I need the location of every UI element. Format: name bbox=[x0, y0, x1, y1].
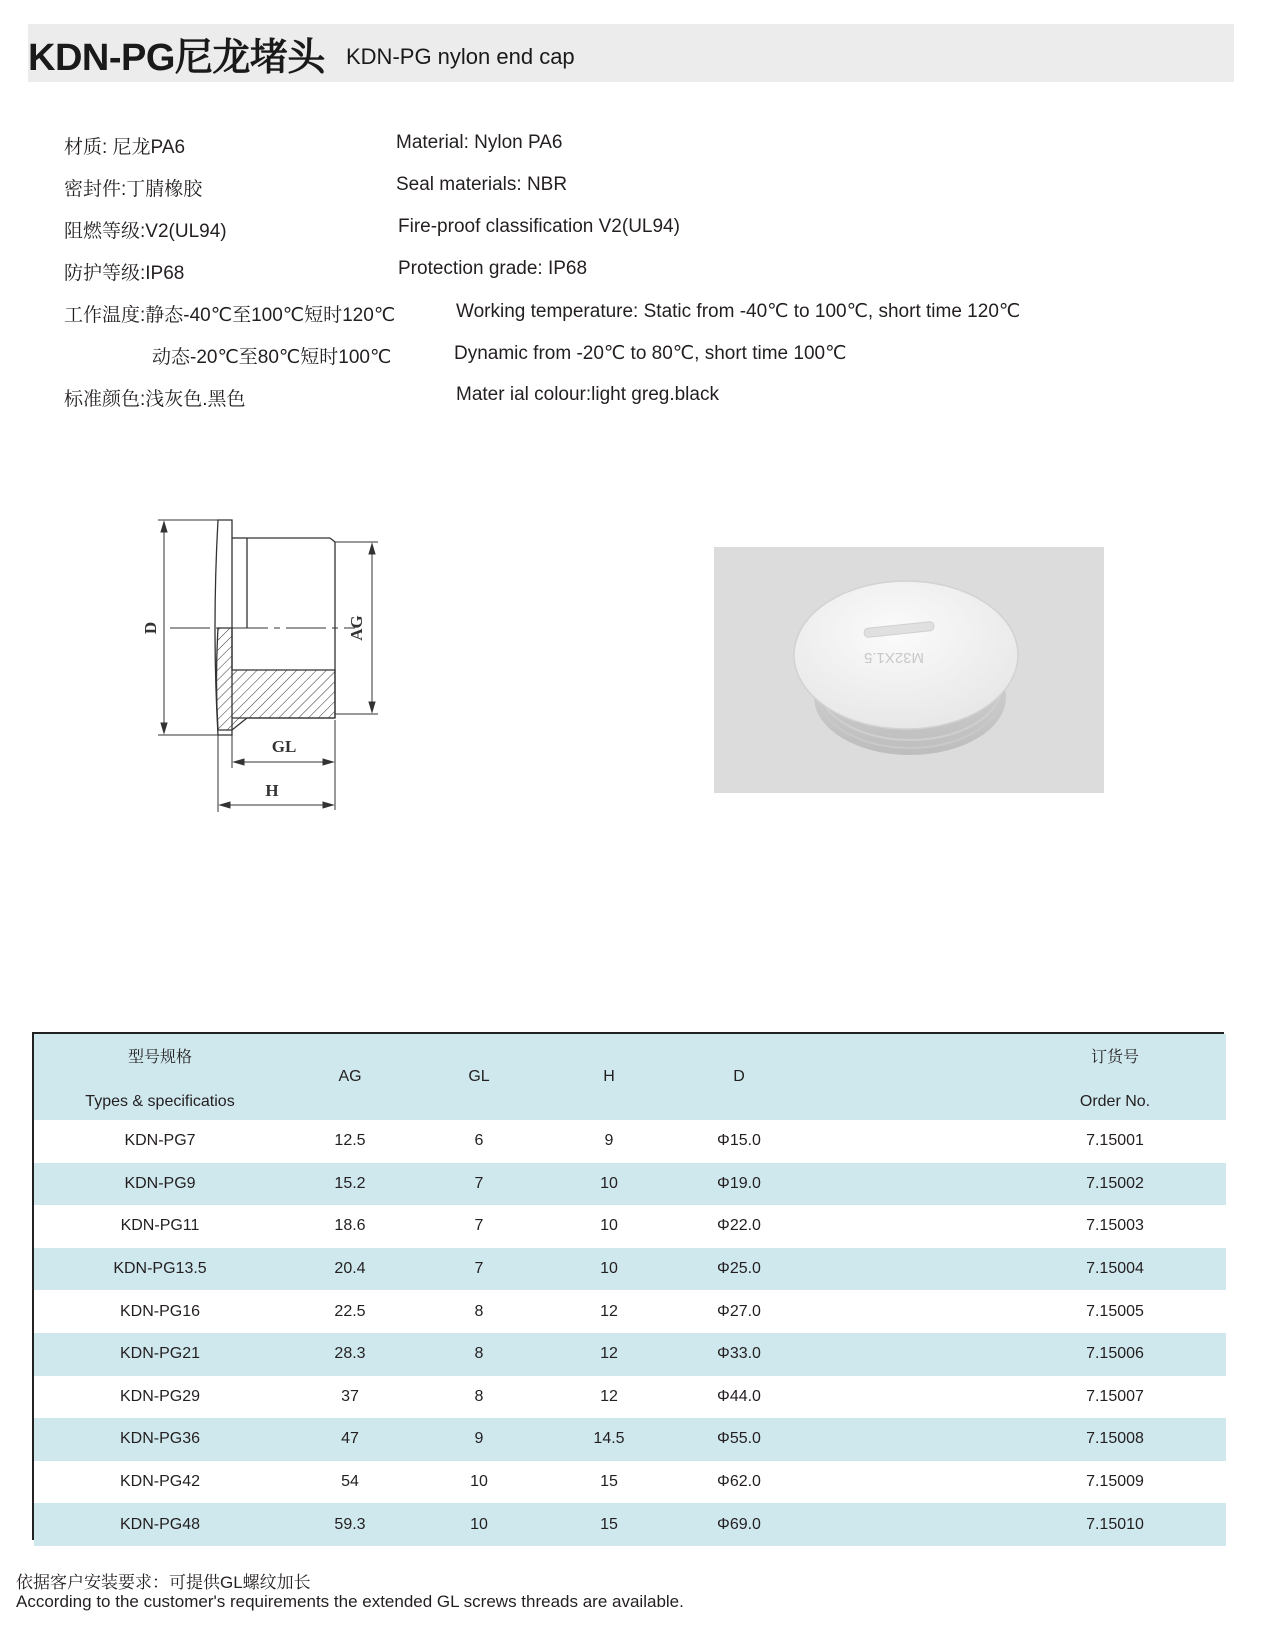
cell-ag: 15.2 bbox=[334, 1174, 366, 1192]
spec-protect-en: Protection grade: IP68 bbox=[398, 258, 588, 279]
cell-spacer bbox=[804, 1120, 1004, 1163]
cell-type: KDN-PG29 bbox=[119, 1387, 201, 1405]
cell-spacer bbox=[804, 1333, 1004, 1376]
cell-d: Φ22.0 bbox=[717, 1217, 761, 1235]
cell-ag: 20.4 bbox=[334, 1260, 366, 1278]
cell-h: 10 bbox=[600, 1174, 618, 1192]
spec-colour-cn: 标准颜色:浅灰色.黑色 bbox=[64, 389, 246, 410]
cell-gl: 10 bbox=[470, 1473, 488, 1491]
cell-type: KDN-PG9 bbox=[124, 1174, 196, 1192]
cell-type: KDN-PG21 bbox=[119, 1345, 201, 1363]
spec-protect-cn: 防护等级:IP68 bbox=[64, 263, 185, 284]
cell-spacer bbox=[804, 1461, 1004, 1504]
table-row bbox=[34, 1376, 1226, 1419]
cell-order: 7.15002 bbox=[1086, 1174, 1144, 1192]
cell-ag: 18.6 bbox=[334, 1217, 366, 1235]
cell-gl: 10 bbox=[470, 1515, 488, 1533]
spec-table bbox=[32, 1032, 1224, 1540]
cell-h: 10 bbox=[600, 1217, 618, 1235]
cell-d: Φ62.0 bbox=[717, 1473, 761, 1491]
cell-d: Φ25.0 bbox=[717, 1260, 761, 1278]
cell-order: 7.15009 bbox=[1086, 1473, 1144, 1491]
cell-ag: 37 bbox=[341, 1387, 359, 1405]
spec-fire-en: Fire-proof classification V2(UL94) bbox=[398, 216, 680, 237]
cell-type: KDN-PG13.5 bbox=[113, 1260, 207, 1278]
spec-dynamic-en: Dynamic from -20℃ to 80℃, short time 100℃ bbox=[454, 343, 847, 364]
cell-ag: 22.5 bbox=[334, 1302, 366, 1320]
cell-order: 7.15003 bbox=[1086, 1217, 1144, 1235]
spec-colour-en: Mater ial colour:light greg.black bbox=[456, 384, 719, 405]
cell-gl: 8 bbox=[474, 1387, 484, 1405]
cell-gl: 6 bbox=[474, 1132, 484, 1150]
cell-order: 7.15010 bbox=[1086, 1515, 1144, 1533]
cell-type: KDN-PG16 bbox=[119, 1302, 201, 1320]
header-type-cn: 型号规格 bbox=[127, 1048, 192, 1066]
cell-type: KDN-PG48 bbox=[119, 1515, 201, 1533]
cell-order: 7.15001 bbox=[1086, 1132, 1144, 1150]
cell-order: 7.15007 bbox=[1086, 1387, 1144, 1405]
header-gl: GL bbox=[468, 1068, 490, 1085]
cell-order: 7.15006 bbox=[1086, 1345, 1144, 1363]
table-row bbox=[34, 1333, 1226, 1376]
cell-ag: 47 bbox=[341, 1430, 359, 1448]
table-row bbox=[34, 1163, 1226, 1206]
label-d: D bbox=[141, 621, 160, 635]
cell-h: 10 bbox=[600, 1260, 618, 1278]
cell-spacer bbox=[804, 1248, 1004, 1291]
cell-spacer bbox=[804, 1418, 1004, 1461]
header-d: D bbox=[733, 1068, 745, 1085]
cell-d: Φ69.0 bbox=[717, 1515, 761, 1533]
table-row bbox=[34, 1418, 1226, 1461]
cell-gl: 8 bbox=[474, 1345, 484, 1363]
header-spacer bbox=[804, 1034, 1004, 1120]
header-type-en: Types & specificatios bbox=[85, 1092, 235, 1110]
spec-seal-cn: 密封件:丁腈橡胶 bbox=[64, 179, 203, 200]
cap-embossed-text: M32X1.5 bbox=[863, 649, 925, 666]
table-row bbox=[34, 1290, 1226, 1333]
spec-temp-en: Working temperature: Static from -40℃ to 100℃, short time 120℃ bbox=[456, 301, 1021, 322]
cell-type: KDN-PG7 bbox=[124, 1132, 196, 1150]
cell-gl: 7 bbox=[474, 1217, 484, 1235]
cell-d: Φ15.0 bbox=[717, 1132, 761, 1150]
footnote-en: According to the customer's requirements the extended GL screws threads are available. bbox=[16, 1592, 684, 1611]
cell-spacer bbox=[804, 1163, 1004, 1206]
cell-d: Φ33.0 bbox=[717, 1345, 761, 1363]
cell-h: 15 bbox=[600, 1515, 618, 1533]
header-order bbox=[1004, 1034, 1226, 1120]
cell-gl: 7 bbox=[474, 1174, 484, 1192]
cell-d: Φ44.0 bbox=[717, 1387, 761, 1405]
table-row bbox=[34, 1503, 1226, 1546]
table-row bbox=[34, 1461, 1226, 1504]
cell-type: KDN-PG36 bbox=[119, 1430, 201, 1448]
cell-h: 14.5 bbox=[593, 1430, 625, 1448]
cell-gl: 7 bbox=[474, 1260, 484, 1278]
cell-h: 12 bbox=[600, 1302, 618, 1320]
cell-d: Φ19.0 bbox=[717, 1174, 761, 1192]
cell-ag: 59.3 bbox=[334, 1515, 366, 1533]
cell-gl: 8 bbox=[474, 1302, 484, 1320]
table-row bbox=[34, 1248, 1226, 1291]
table-header-row bbox=[34, 1034, 1226, 1120]
header-type bbox=[34, 1034, 286, 1120]
header-order-cn: 订货号 bbox=[1090, 1048, 1139, 1066]
label-h: H bbox=[265, 781, 279, 800]
header-ag: AG bbox=[338, 1068, 362, 1085]
spec-dynamic-cn: 动态-20℃至80℃短时100℃ bbox=[152, 347, 392, 368]
cell-h: 12 bbox=[600, 1345, 618, 1363]
spec-fire-cn: 阻燃等级:V2(UL94) bbox=[64, 221, 227, 242]
table-row bbox=[34, 1120, 1226, 1163]
page-subtitle: KDN-PG nylon end cap bbox=[346, 44, 575, 69]
hatched-section bbox=[217, 628, 336, 730]
table-row bbox=[34, 1205, 1226, 1248]
header-h: H bbox=[603, 1068, 615, 1085]
spec-material-cn: 材质: 尼龙PA6 bbox=[64, 137, 186, 158]
label-gl: GL bbox=[271, 737, 297, 756]
spec-material-en: Material: Nylon PA6 bbox=[396, 132, 563, 153]
cell-d: Φ55.0 bbox=[717, 1430, 761, 1448]
cell-ag: 12.5 bbox=[334, 1132, 366, 1150]
cell-type: KDN-PG42 bbox=[119, 1473, 201, 1491]
spec-seal-en: Seal materials: NBR bbox=[396, 174, 568, 195]
cell-spacer bbox=[804, 1290, 1004, 1333]
cell-order: 7.15008 bbox=[1086, 1430, 1144, 1448]
cell-ag: 28.3 bbox=[334, 1345, 366, 1363]
cell-order: 7.15005 bbox=[1086, 1302, 1144, 1320]
cell-h: 12 bbox=[600, 1387, 618, 1405]
product-photo bbox=[714, 547, 1104, 793]
cell-spacer bbox=[804, 1503, 1004, 1546]
cell-h: 15 bbox=[600, 1473, 618, 1491]
label-ag: AG bbox=[347, 615, 366, 641]
footnote-cn: 依据客户安装要求：可提供GL螺纹加长 bbox=[16, 1573, 311, 1592]
cell-spacer bbox=[804, 1205, 1004, 1248]
cell-h: 9 bbox=[604, 1132, 614, 1150]
page-title: KDN-PG尼龙堵头 bbox=[28, 37, 325, 79]
cell-ag: 54 bbox=[341, 1473, 359, 1491]
technical-drawing bbox=[130, 500, 400, 830]
cell-type: KDN-PG11 bbox=[120, 1217, 200, 1235]
cell-spacer bbox=[804, 1376, 1004, 1419]
cell-order: 7.15004 bbox=[1086, 1260, 1144, 1278]
header-order-en: Order No. bbox=[1079, 1092, 1151, 1110]
cell-d: Φ27.0 bbox=[717, 1302, 761, 1320]
spec-temp-cn: 工作温度:静态-40℃至100℃短时120℃ bbox=[64, 305, 396, 326]
cell-gl: 9 bbox=[474, 1430, 484, 1448]
